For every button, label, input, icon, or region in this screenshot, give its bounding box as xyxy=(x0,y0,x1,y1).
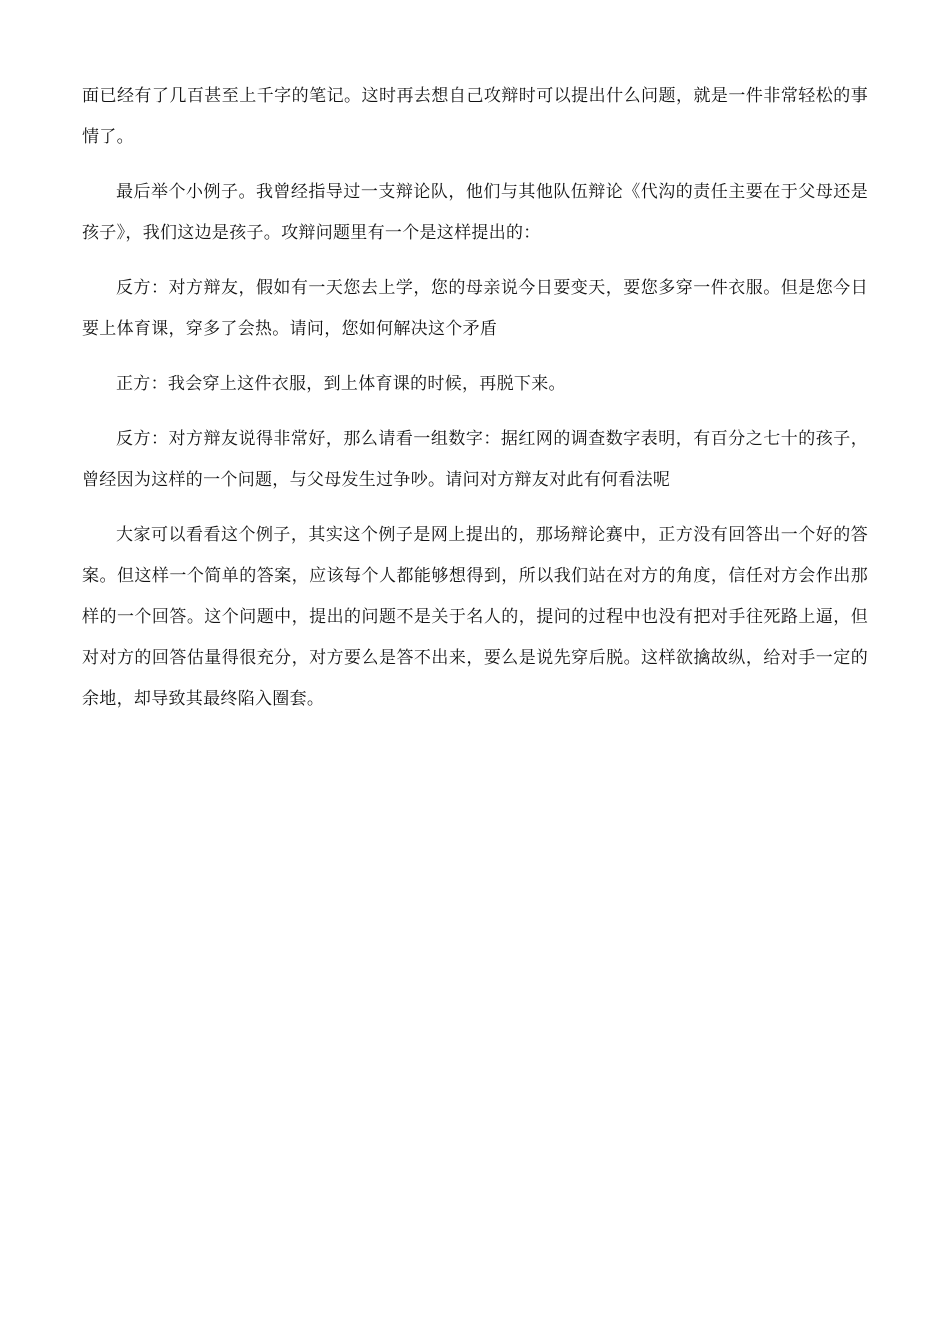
paragraph-continuation: 面已经有了几百甚至上千字的笔记。这时再去想自己攻辩时可以提出什么问题，就是一件非常轻松的事情了。 xyxy=(82,86,868,147)
document-body xyxy=(82,76,868,734)
paragraph-con-question: 反方：对方辩友，假如有一天您去上学，您的母亲说今日要变天，要您多穿一件衣服。但是您今日要上体育课，穿多了会热。请问，您如何解决这个矛盾 xyxy=(82,278,868,339)
paragraph-analysis: 大家可以看看这个例子，其实这个例子是网上提出的，那场辩论赛中，正方没有回答出一个好的答案。但这样一个简单的答案，应该每个人都能够想得到，所以我们站在对方的角度，信任对方会作出那样的一个回答。这个问题中，提出的问题不是关于名人的，提问的过程中也没有把对手往死路上逼，但对对方的回答估量得很充分，对方要么是答不出来，要么是说先穿后脱。这样欲擒故纵，给对手一定的余地，却导致其最终陷入圈套。 xyxy=(82,525,868,709)
paragraph-pro-answer: 正方：我会穿上这件衣服，到上体育课的时候，再脱下来。 xyxy=(116,374,566,394)
paragraph-example-intro: 最后举个小例子。我曾经指导过一支辩论队，他们与其他队伍辩论《代沟的责任主要在于父母还是孩子》，我们这边是孩子。攻辩问题里有一个是这样提出的： xyxy=(82,182,868,243)
paragraph-con-followup: 反方：对方辩友说得非常好，那么请看一组数字：据红网的调查数字表明，有百分之七十的孩子，曾经因为这样的一个问题，与父母发生过争吵。请问对方辩友对此有何看法呢 xyxy=(82,429,868,490)
